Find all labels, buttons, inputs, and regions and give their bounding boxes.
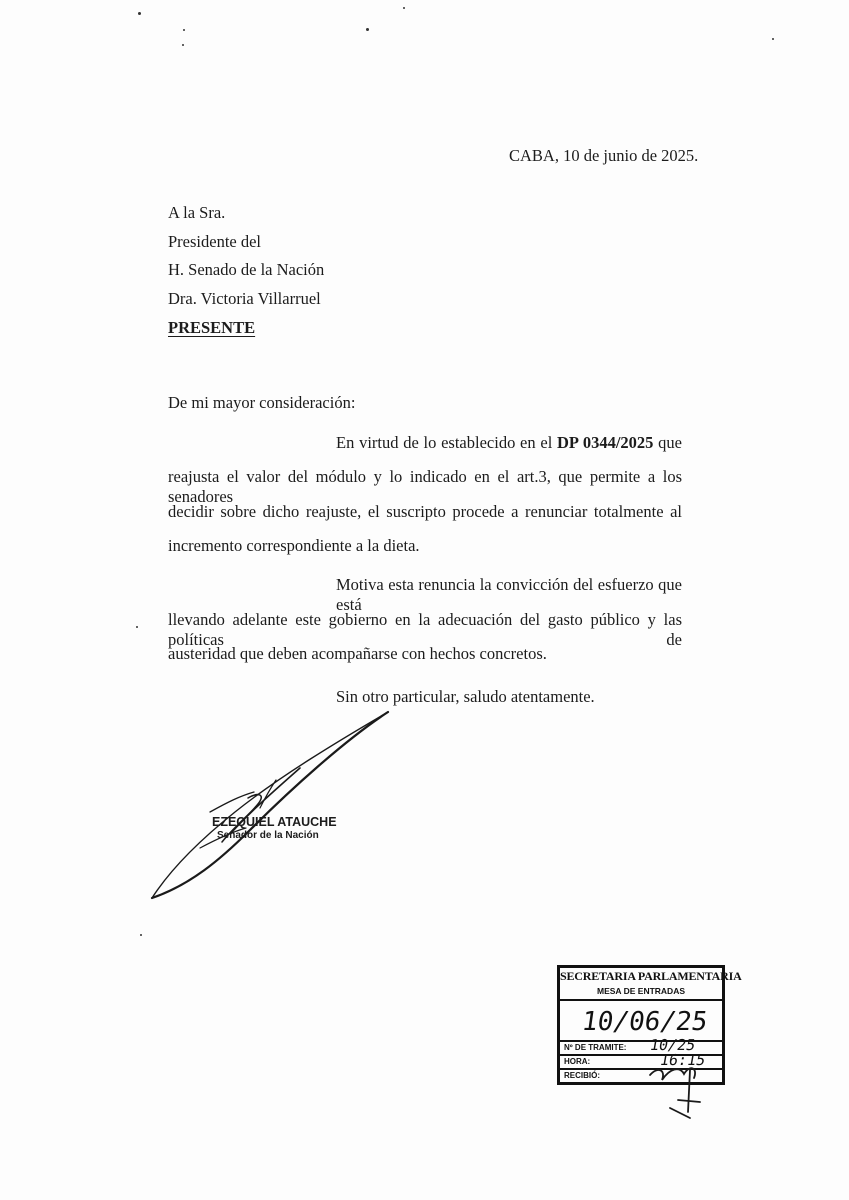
stamp-subheader: MESA DE ENTRADAS <box>597 986 685 996</box>
recipient-line: Presidente del <box>168 232 262 251</box>
paragraph-2-line: Motiva esta renuncia la convicción del esfuerzo que está <box>336 575 682 614</box>
decree-reference: DP 0344/2025 <box>557 433 654 452</box>
paragraph-1-line <box>336 433 682 453</box>
stamp-handwritten-date: 10/06/25 <box>579 1007 710 1037</box>
scan-speck <box>182 44 184 46</box>
paragraph-1-text: En virtud de lo establecido en el <box>336 433 558 452</box>
scan-speck <box>772 38 774 40</box>
handwritten-signature <box>140 700 400 910</box>
presente-heading: PRESENTE <box>168 318 256 337</box>
recipient-line: Dra. Victoria Villarruel <box>168 289 321 308</box>
hora-label: HORA: <box>564 1057 591 1066</box>
scan-speck <box>136 626 138 628</box>
scan-speck <box>183 29 185 31</box>
receiver-initials-scribble <box>640 1030 730 1120</box>
stamp-divider <box>560 999 722 1001</box>
hora-value: 16:15 <box>658 1051 707 1069</box>
scan-speck <box>366 28 369 31</box>
signatory-name: EZEQUIEL ATAUCHE <box>212 815 337 829</box>
signatory-title: Senador de la Nación <box>217 830 319 841</box>
salutation: De mi mayor consideración: <box>168 393 356 412</box>
closing-line: Sin otro particular, saludo atentamente. <box>336 687 595 706</box>
paragraph-2-line: austeridad que deben acompañarse con hechos concretos. <box>168 644 547 663</box>
paragraph-1-line: incremento correspondiente a la dieta. <box>168 536 420 555</box>
paragraph-1-text: que <box>653 433 682 452</box>
tramite-value: 10/25 <box>648 1036 697 1054</box>
recibio-label: RECIBIÓ: <box>564 1071 600 1080</box>
paragraph-2-line: llevando adelante este gobierno en la adecuación del gasto público y las políticas de <box>168 610 682 649</box>
tramite-label: Nº DE TRAMITE: <box>564 1043 627 1052</box>
scan-speck <box>138 12 141 15</box>
scan-speck <box>403 7 405 9</box>
scan-speck <box>140 934 142 936</box>
recipient-line: H. Senado de la Nación <box>168 260 325 279</box>
paragraph-1-line: decidir sobre dicho reajuste, el suscripto procede a renunciar totalmente al <box>168 502 682 521</box>
letter-date: CABA, 10 de junio de 2025. <box>509 146 699 165</box>
paragraph-1-line: reajusta el valor del módulo y lo indicado en el art.3, que permite a los senadores <box>168 467 682 506</box>
stamp-header: SECRETARIA PARLAMENTARIA <box>560 969 742 983</box>
recipient-line: A la Sra. <box>168 203 226 222</box>
